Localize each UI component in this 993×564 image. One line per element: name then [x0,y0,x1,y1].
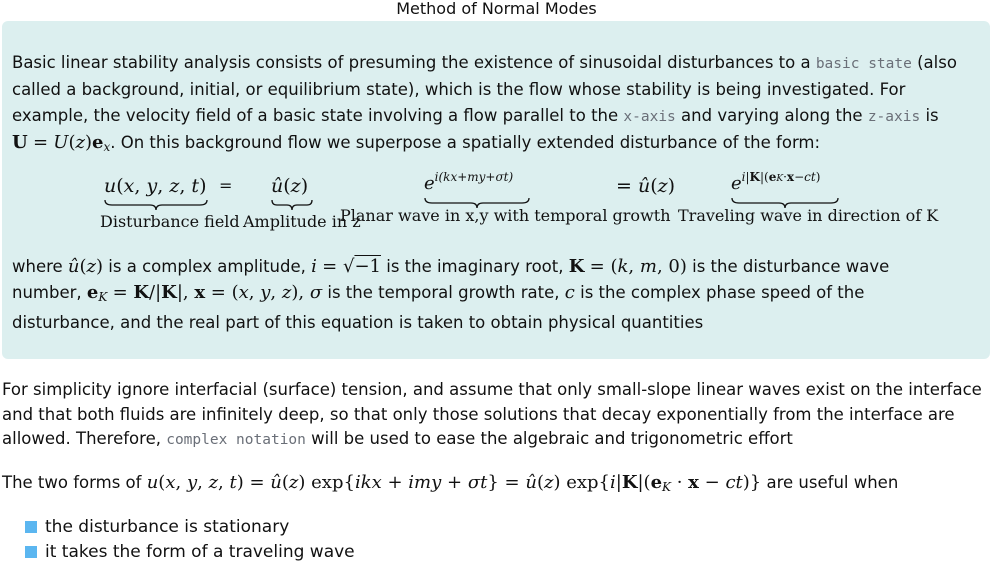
page-title: Method of Normal Modes [396,0,597,18]
simplicity-line1: For simplicity ignore interfacial (surface) tension, and assume that only small-slope linear waves exist on the interface [2,380,982,399]
intro-text-line2: called a background, initial, or equilibrium state), which is the flow whose stability is being investigated. For [12,80,906,99]
x-axis-link[interactable]: x-axis [623,109,676,125]
bullet-marker-2 [25,546,37,558]
def-text-d: is the disturbance wave [686,257,890,276]
underbrace-1 [104,199,208,211]
formula-c: c [564,282,575,303]
formula-uhat: û(z) [67,256,104,277]
two-forms-paragraph [2,470,992,500]
def-text-f: is the temporal growth rate, [322,283,565,302]
underbrace-2 [271,199,313,211]
formula-K: K = (k, m, 0) [568,256,687,277]
intro-text-a: Basic linear stability analysis consists of presuming the existence of sinusoidal disturbances to a [12,53,816,72]
label-disturbance-field: Disturbance field [100,212,240,231]
eq-term-traveling-wave: $e^{i|K|(eK\cdot x-ct)}$ [731,170,821,194]
eq-equals-1: = [219,176,233,195]
bullet-item-2: it takes the form of a traveling wave [45,542,355,562]
eq-term-u: u(x, y, z, t) [104,175,207,197]
formula-i: i = √−1 [311,256,381,277]
complex-notation-link[interactable]: complex notation [166,432,306,448]
simplicity-line3b: will be used to ease the algebraic and trigonometric effort [305,429,793,448]
eq-term-amplitude: û(z) [271,175,309,197]
two-forms-formula: u(x, y, z, t) = û(z) exp{ikx + imy + σt} = û(z) $\exp\{i|K|(e_K \cdot x - ct)\}$ [146,472,762,494]
intro-text-f: . On this background flow we superpose a spatially extended disturbance of the form: [110,133,821,152]
formula-eK: $e_K = K/|K|$, x = (x, y, z), σ [86,282,323,304]
bullet-marker-1 [25,521,37,533]
label-amplitude: Amplitude in z [243,212,361,231]
bullet-item-1: the disturbance is stationary [45,517,290,537]
definitions-paragraph [12,254,987,336]
intro-text-d: and varying along the [675,106,868,125]
basic-state-formula: $U = U(z)e_x$ [12,132,111,154]
basic-state-link[interactable]: basic state [815,56,912,72]
simplicity-line2: and that both fluids are infinitely deep, so that only those solutions that decay exponentially from the interface are [2,404,955,424]
simplicity-line3a: allowed. Therefore, [2,429,167,448]
def-text-a: where [12,257,68,276]
def-text-line3: disturbance, and the real part of this equation is taken to obtain physical quantities [12,313,704,332]
intro-text-c: example, the velocity field of a basic state involving a flow parallel to the [12,106,624,125]
label-traveling-wave: Traveling wave in direction of K [678,206,939,225]
def-text-g: is the complex phase speed of the [574,283,865,302]
label-planar-wave: Planar wave in x,y with temporal growth [340,206,671,225]
intro-text-b: (also [911,53,957,72]
intro-paragraph [12,50,982,160]
eq-term-planar-wave: $e^{i(kx+my+\sigma t)}$ [424,170,514,194]
eq-term-equals-amplitude: = û(z) [616,175,676,197]
def-text-b: is a complex amplitude, [103,257,312,276]
two-forms-text-b: are useful when [761,473,899,492]
def-text-c: is the imaginary root, [380,257,569,276]
def-text-e: number, [12,283,87,302]
z-axis-link[interactable]: z-axis [867,109,921,125]
intro-text-e: is [920,106,939,125]
two-forms-text-a: The two forms of [2,473,147,492]
simplicity-paragraph [2,378,992,453]
